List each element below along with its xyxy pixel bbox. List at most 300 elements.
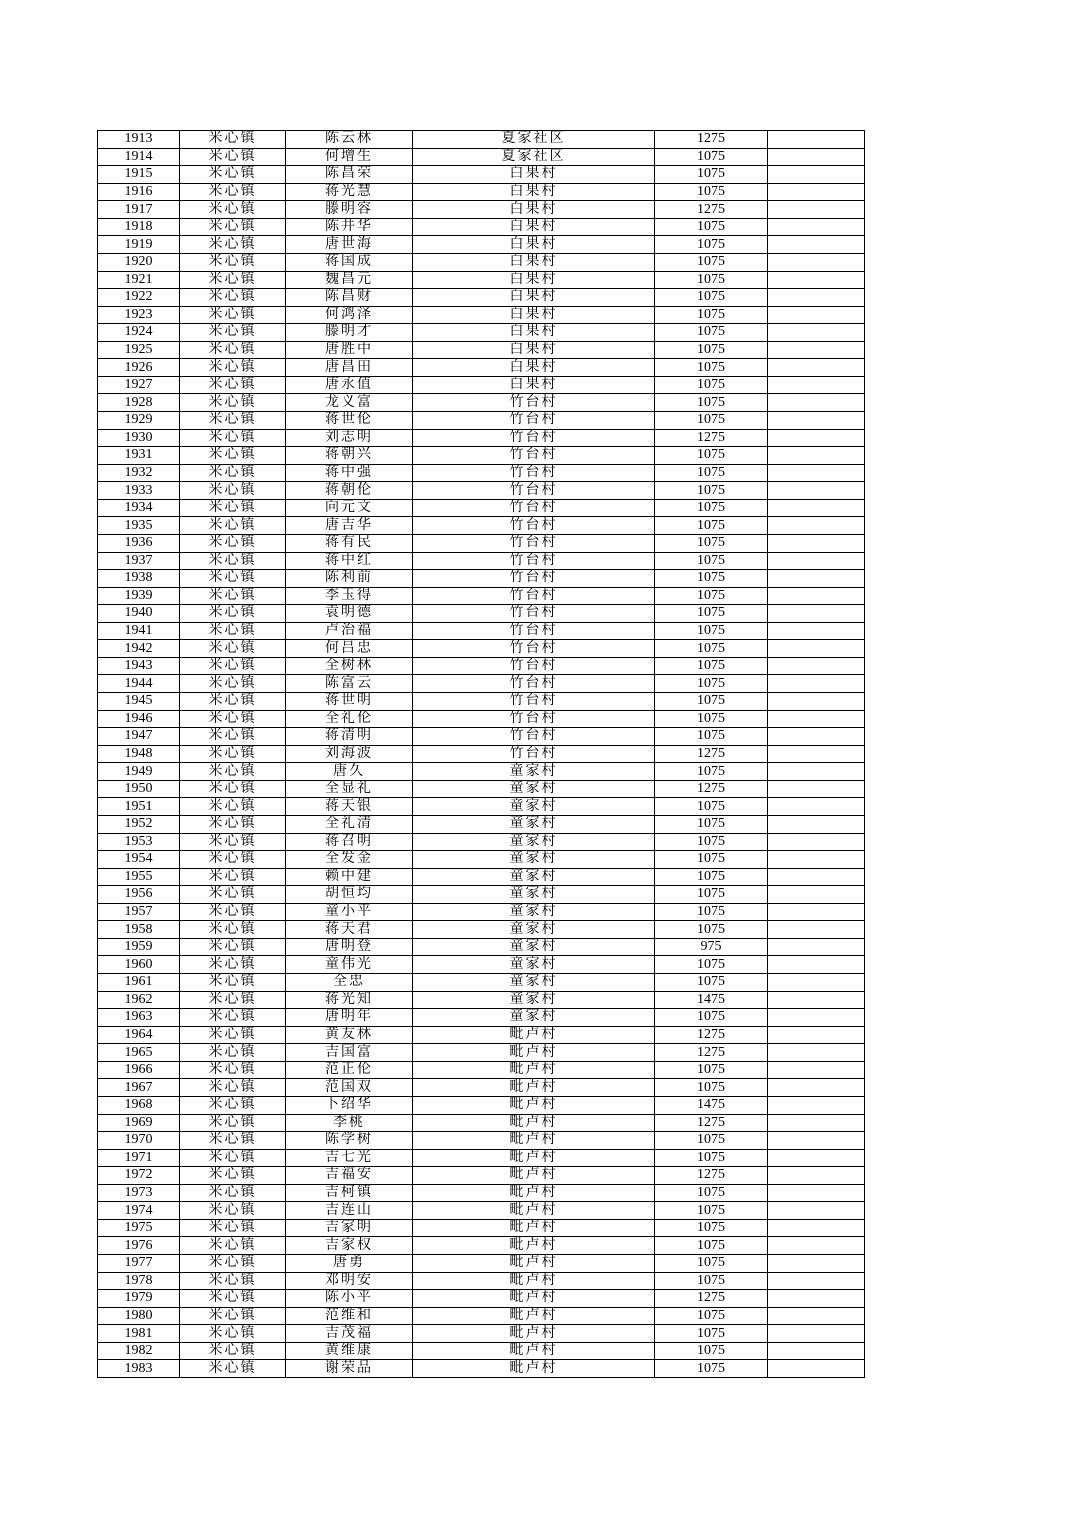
amount-cell: 1075 bbox=[655, 359, 768, 377]
town-cell: 米心镇 bbox=[180, 1009, 286, 1027]
remark-cell bbox=[768, 324, 865, 342]
town-cell: 米心镇 bbox=[180, 833, 286, 851]
table-row bbox=[98, 148, 865, 166]
table-row bbox=[98, 1132, 865, 1150]
town-cell: 米心镇 bbox=[180, 763, 286, 781]
table-row bbox=[98, 780, 865, 798]
village-cell: 竹台村 bbox=[413, 552, 655, 570]
name-cell: 陈云林 bbox=[286, 131, 413, 149]
name-cell: 何吕忠 bbox=[286, 640, 413, 658]
table-row bbox=[98, 306, 865, 324]
amount-cell: 1075 bbox=[655, 1342, 768, 1360]
amount-cell: 1075 bbox=[655, 657, 768, 675]
amount-cell: 1075 bbox=[655, 306, 768, 324]
row-number-cell: 1925 bbox=[98, 341, 180, 359]
row-number-cell: 1983 bbox=[98, 1360, 180, 1378]
row-number-cell: 1967 bbox=[98, 1079, 180, 1097]
village-cell: 白果村 bbox=[413, 218, 655, 236]
remark-cell bbox=[768, 675, 865, 693]
village-cell: 童家村 bbox=[413, 886, 655, 904]
row-number-cell: 1921 bbox=[98, 271, 180, 289]
village-cell: 白果村 bbox=[413, 271, 655, 289]
town-cell: 米心镇 bbox=[180, 1096, 286, 1114]
remark-cell bbox=[768, 780, 865, 798]
amount-cell: 975 bbox=[655, 938, 768, 956]
name-cell: 吉家明 bbox=[286, 1219, 413, 1237]
village-cell: 竹台村 bbox=[413, 675, 655, 693]
amount-cell: 1075 bbox=[655, 218, 768, 236]
village-cell: 竹台村 bbox=[413, 693, 655, 711]
town-cell: 米心镇 bbox=[180, 1307, 286, 1325]
table-row bbox=[98, 886, 865, 904]
amount-cell: 1075 bbox=[655, 166, 768, 184]
remark-cell bbox=[768, 991, 865, 1009]
village-cell: 竹台村 bbox=[413, 605, 655, 623]
name-cell: 全忠 bbox=[286, 974, 413, 992]
remark-cell bbox=[768, 183, 865, 201]
name-cell: 童伟光 bbox=[286, 956, 413, 974]
table-row bbox=[98, 534, 865, 552]
amount-cell: 1075 bbox=[655, 1079, 768, 1097]
remark-cell bbox=[768, 1132, 865, 1150]
village-cell: 毗卢村 bbox=[413, 1061, 655, 1079]
town-cell: 米心镇 bbox=[180, 868, 286, 886]
table-row bbox=[98, 657, 865, 675]
row-number-cell: 1964 bbox=[98, 1026, 180, 1044]
town-cell: 米心镇 bbox=[180, 622, 286, 640]
table-row bbox=[98, 1061, 865, 1079]
village-cell: 竹台村 bbox=[413, 657, 655, 675]
amount-cell: 1075 bbox=[655, 464, 768, 482]
village-cell: 竹台村 bbox=[413, 587, 655, 605]
row-number-cell: 1950 bbox=[98, 780, 180, 798]
name-cell: 范国双 bbox=[286, 1079, 413, 1097]
amount-cell: 1075 bbox=[655, 1255, 768, 1273]
row-number-cell: 1942 bbox=[98, 640, 180, 658]
row-number-cell: 1945 bbox=[98, 693, 180, 711]
amount-cell: 1475 bbox=[655, 1096, 768, 1114]
town-cell: 米心镇 bbox=[180, 657, 286, 675]
amount-cell: 1075 bbox=[655, 605, 768, 623]
name-cell: 范维和 bbox=[286, 1307, 413, 1325]
amount-cell: 1075 bbox=[655, 482, 768, 500]
row-number-cell: 1937 bbox=[98, 552, 180, 570]
remark-cell bbox=[768, 1044, 865, 1062]
amount-cell: 1075 bbox=[655, 570, 768, 588]
village-cell: 竹台村 bbox=[413, 447, 655, 465]
name-cell: 吉国富 bbox=[286, 1044, 413, 1062]
row-number-cell: 1928 bbox=[98, 394, 180, 412]
town-cell: 米心镇 bbox=[180, 394, 286, 412]
village-cell: 白果村 bbox=[413, 341, 655, 359]
amount-cell: 1075 bbox=[655, 974, 768, 992]
village-cell: 毗卢村 bbox=[413, 1044, 655, 1062]
table-row bbox=[98, 324, 865, 342]
remark-cell bbox=[768, 253, 865, 271]
village-cell: 毗卢村 bbox=[413, 1325, 655, 1343]
town-cell: 米心镇 bbox=[180, 1132, 286, 1150]
name-cell: 何增生 bbox=[286, 148, 413, 166]
row-number-cell: 1976 bbox=[98, 1237, 180, 1255]
row-number-cell: 1965 bbox=[98, 1044, 180, 1062]
town-cell: 米心镇 bbox=[180, 693, 286, 711]
remark-cell bbox=[768, 499, 865, 517]
row-number-cell: 1980 bbox=[98, 1307, 180, 1325]
town-cell: 米心镇 bbox=[180, 745, 286, 763]
remark-cell bbox=[768, 1342, 865, 1360]
town-cell: 米心镇 bbox=[180, 1290, 286, 1308]
table-row bbox=[98, 236, 865, 254]
amount-cell: 1075 bbox=[655, 640, 768, 658]
table-row bbox=[98, 1325, 865, 1343]
village-cell: 童家村 bbox=[413, 956, 655, 974]
remark-cell bbox=[768, 938, 865, 956]
village-cell: 白果村 bbox=[413, 306, 655, 324]
village-cell: 童家村 bbox=[413, 974, 655, 992]
name-cell: 滕明容 bbox=[286, 201, 413, 219]
amount-cell: 1075 bbox=[655, 271, 768, 289]
amount-cell: 1075 bbox=[655, 868, 768, 886]
name-cell: 唐昌田 bbox=[286, 359, 413, 377]
amount-cell: 1275 bbox=[655, 429, 768, 447]
town-cell: 米心镇 bbox=[180, 552, 286, 570]
village-cell: 童家村 bbox=[413, 763, 655, 781]
table-row bbox=[98, 1096, 865, 1114]
name-cell: 唐吉华 bbox=[286, 517, 413, 535]
amount-cell: 1275 bbox=[655, 1026, 768, 1044]
village-cell: 竹台村 bbox=[413, 412, 655, 430]
table-row bbox=[98, 1044, 865, 1062]
row-number-cell: 1957 bbox=[98, 903, 180, 921]
village-cell: 白果村 bbox=[413, 324, 655, 342]
amount-cell: 1075 bbox=[655, 693, 768, 711]
name-cell: 吉家权 bbox=[286, 1237, 413, 1255]
remark-cell bbox=[768, 798, 865, 816]
village-cell: 白果村 bbox=[413, 236, 655, 254]
amount-cell: 1075 bbox=[655, 183, 768, 201]
amount-cell: 1075 bbox=[655, 886, 768, 904]
table-row bbox=[98, 1202, 865, 1220]
remark-cell bbox=[768, 605, 865, 623]
name-cell: 蒋国成 bbox=[286, 253, 413, 271]
village-cell: 竹台村 bbox=[413, 570, 655, 588]
table-row bbox=[98, 956, 865, 974]
table-body bbox=[98, 131, 865, 1378]
amount-cell: 1275 bbox=[655, 1044, 768, 1062]
town-cell: 米心镇 bbox=[180, 183, 286, 201]
amount-cell: 1275 bbox=[655, 1167, 768, 1185]
name-cell: 唐勇 bbox=[286, 1255, 413, 1273]
name-cell: 陈昌财 bbox=[286, 289, 413, 307]
remark-cell bbox=[768, 394, 865, 412]
remark-cell bbox=[768, 517, 865, 535]
remark-cell bbox=[768, 1360, 865, 1378]
town-cell: 米心镇 bbox=[180, 1114, 286, 1132]
name-cell: 刘志明 bbox=[286, 429, 413, 447]
row-number-cell: 1936 bbox=[98, 534, 180, 552]
name-cell: 魏昌元 bbox=[286, 271, 413, 289]
table-row bbox=[98, 1290, 865, 1308]
name-cell: 陈小平 bbox=[286, 1290, 413, 1308]
name-cell: 蒋中强 bbox=[286, 464, 413, 482]
village-cell: 童家村 bbox=[413, 798, 655, 816]
village-cell: 毗卢村 bbox=[413, 1307, 655, 1325]
table-row bbox=[98, 271, 865, 289]
town-cell: 米心镇 bbox=[180, 534, 286, 552]
amount-cell: 1075 bbox=[655, 534, 768, 552]
remark-cell bbox=[768, 851, 865, 869]
remark-cell bbox=[768, 693, 865, 711]
name-cell: 陈井华 bbox=[286, 218, 413, 236]
amount-cell: 1075 bbox=[655, 1184, 768, 1202]
amount-cell: 1075 bbox=[655, 833, 768, 851]
remark-cell bbox=[768, 868, 865, 886]
name-cell: 陈富云 bbox=[286, 675, 413, 693]
name-cell: 蒋朝兴 bbox=[286, 447, 413, 465]
amount-cell: 1075 bbox=[655, 253, 768, 271]
row-number-cell: 1935 bbox=[98, 517, 180, 535]
table-row bbox=[98, 131, 865, 149]
town-cell: 米心镇 bbox=[180, 1255, 286, 1273]
town-cell: 米心镇 bbox=[180, 938, 286, 956]
row-number-cell: 1933 bbox=[98, 482, 180, 500]
row-number-cell: 1954 bbox=[98, 851, 180, 869]
row-number-cell: 1929 bbox=[98, 412, 180, 430]
amount-cell: 1075 bbox=[655, 815, 768, 833]
table-row bbox=[98, 1307, 865, 1325]
row-number-cell: 1953 bbox=[98, 833, 180, 851]
town-cell: 米心镇 bbox=[180, 728, 286, 746]
village-cell: 童家村 bbox=[413, 991, 655, 1009]
row-number-cell: 1939 bbox=[98, 587, 180, 605]
amount-cell: 1075 bbox=[655, 763, 768, 781]
village-cell: 白果村 bbox=[413, 253, 655, 271]
village-cell: 童家村 bbox=[413, 833, 655, 851]
name-cell: 向元文 bbox=[286, 499, 413, 517]
row-number-cell: 1956 bbox=[98, 886, 180, 904]
remark-cell bbox=[768, 166, 865, 184]
name-cell: 蒋中红 bbox=[286, 552, 413, 570]
name-cell: 蒋召明 bbox=[286, 833, 413, 851]
row-number-cell: 1951 bbox=[98, 798, 180, 816]
table-row bbox=[98, 640, 865, 658]
name-cell: 吉连山 bbox=[286, 1202, 413, 1220]
remark-cell bbox=[768, 1079, 865, 1097]
row-number-cell: 1959 bbox=[98, 938, 180, 956]
town-cell: 米心镇 bbox=[180, 236, 286, 254]
village-cell: 竹台村 bbox=[413, 517, 655, 535]
table-row bbox=[98, 1114, 865, 1132]
town-cell: 米心镇 bbox=[180, 447, 286, 465]
remark-cell bbox=[768, 921, 865, 939]
name-cell: 卜绍华 bbox=[286, 1096, 413, 1114]
row-number-cell: 1971 bbox=[98, 1149, 180, 1167]
remark-cell bbox=[768, 640, 865, 658]
remark-cell bbox=[768, 1255, 865, 1273]
town-cell: 米心镇 bbox=[180, 166, 286, 184]
remark-cell bbox=[768, 763, 865, 781]
table-row bbox=[98, 1219, 865, 1237]
town-cell: 米心镇 bbox=[180, 517, 286, 535]
town-cell: 米心镇 bbox=[180, 201, 286, 219]
row-number-cell: 1958 bbox=[98, 921, 180, 939]
row-number-cell: 1969 bbox=[98, 1114, 180, 1132]
village-cell: 毗卢村 bbox=[413, 1360, 655, 1378]
name-cell: 童小平 bbox=[286, 903, 413, 921]
amount-cell: 1075 bbox=[655, 1009, 768, 1027]
village-cell: 竹台村 bbox=[413, 728, 655, 746]
village-cell: 毗卢村 bbox=[413, 1167, 655, 1185]
remark-cell bbox=[768, 412, 865, 430]
table-row bbox=[98, 166, 865, 184]
table-row bbox=[98, 833, 865, 851]
remark-cell bbox=[768, 1026, 865, 1044]
town-cell: 米心镇 bbox=[180, 1026, 286, 1044]
table-row bbox=[98, 359, 865, 377]
town-cell: 米心镇 bbox=[180, 1061, 286, 1079]
village-cell: 白果村 bbox=[413, 166, 655, 184]
village-cell: 毗卢村 bbox=[413, 1149, 655, 1167]
table-row bbox=[98, 482, 865, 500]
name-cell: 陈昌荣 bbox=[286, 166, 413, 184]
town-cell: 米心镇 bbox=[180, 306, 286, 324]
row-number-cell: 1923 bbox=[98, 306, 180, 324]
village-cell: 童家村 bbox=[413, 868, 655, 886]
remark-cell bbox=[768, 710, 865, 728]
village-cell: 毗卢村 bbox=[413, 1184, 655, 1202]
remark-cell bbox=[768, 447, 865, 465]
town-cell: 米心镇 bbox=[180, 780, 286, 798]
remark-cell bbox=[768, 552, 865, 570]
amount-cell: 1075 bbox=[655, 412, 768, 430]
amount-cell: 1275 bbox=[655, 745, 768, 763]
amount-cell: 1075 bbox=[655, 728, 768, 746]
village-cell: 童家村 bbox=[413, 815, 655, 833]
name-cell: 胡恒均 bbox=[286, 886, 413, 904]
row-number-cell: 1960 bbox=[98, 956, 180, 974]
village-cell: 白果村 bbox=[413, 376, 655, 394]
row-number-cell: 1938 bbox=[98, 570, 180, 588]
town-cell: 米心镇 bbox=[180, 499, 286, 517]
name-cell: 陈学树 bbox=[286, 1132, 413, 1150]
amount-cell: 1075 bbox=[655, 1202, 768, 1220]
row-number-cell: 1978 bbox=[98, 1272, 180, 1290]
row-number-cell: 1966 bbox=[98, 1061, 180, 1079]
table-row bbox=[98, 763, 865, 781]
village-cell: 毗卢村 bbox=[413, 1132, 655, 1150]
village-cell: 童家村 bbox=[413, 921, 655, 939]
town-cell: 米心镇 bbox=[180, 324, 286, 342]
table-row bbox=[98, 464, 865, 482]
remark-cell bbox=[768, 903, 865, 921]
village-cell: 毗卢村 bbox=[413, 1219, 655, 1237]
table-row bbox=[98, 745, 865, 763]
village-cell: 竹台村 bbox=[413, 534, 655, 552]
data-table bbox=[97, 130, 865, 1378]
town-cell: 米心镇 bbox=[180, 815, 286, 833]
remark-cell bbox=[768, 745, 865, 763]
remark-cell bbox=[768, 306, 865, 324]
row-number-cell: 1961 bbox=[98, 974, 180, 992]
remark-cell bbox=[768, 833, 865, 851]
town-cell: 米心镇 bbox=[180, 640, 286, 658]
table-row bbox=[98, 201, 865, 219]
remark-cell bbox=[768, 587, 865, 605]
row-number-cell: 1962 bbox=[98, 991, 180, 1009]
village-cell: 童家村 bbox=[413, 780, 655, 798]
amount-cell: 1075 bbox=[655, 1325, 768, 1343]
name-cell: 蒋天银 bbox=[286, 798, 413, 816]
row-number-cell: 1955 bbox=[98, 868, 180, 886]
remark-cell bbox=[768, 464, 865, 482]
amount-cell: 1075 bbox=[655, 798, 768, 816]
name-cell: 唐明登 bbox=[286, 938, 413, 956]
table-row bbox=[98, 1360, 865, 1378]
table-row bbox=[98, 183, 865, 201]
amount-cell: 1075 bbox=[655, 324, 768, 342]
village-cell: 童家村 bbox=[413, 1009, 655, 1027]
village-cell: 夏家社区 bbox=[413, 131, 655, 149]
row-number-cell: 1946 bbox=[98, 710, 180, 728]
name-cell: 赖中建 bbox=[286, 868, 413, 886]
remark-cell bbox=[768, 236, 865, 254]
table-row bbox=[98, 1079, 865, 1097]
town-cell: 米心镇 bbox=[180, 886, 286, 904]
row-number-cell: 1919 bbox=[98, 236, 180, 254]
remark-cell bbox=[768, 728, 865, 746]
name-cell: 陈利前 bbox=[286, 570, 413, 588]
village-cell: 竹台村 bbox=[413, 464, 655, 482]
town-cell: 米心镇 bbox=[180, 903, 286, 921]
remark-cell bbox=[768, 974, 865, 992]
village-cell: 毗卢村 bbox=[413, 1114, 655, 1132]
name-cell: 谢荣品 bbox=[286, 1360, 413, 1378]
table-row bbox=[98, 412, 865, 430]
row-number-cell: 1977 bbox=[98, 1255, 180, 1273]
row-number-cell: 1914 bbox=[98, 148, 180, 166]
table-row bbox=[98, 938, 865, 956]
amount-cell: 1075 bbox=[655, 851, 768, 869]
town-cell: 米心镇 bbox=[180, 131, 286, 149]
name-cell: 龙义富 bbox=[286, 394, 413, 412]
town-cell: 米心镇 bbox=[180, 1219, 286, 1237]
town-cell: 米心镇 bbox=[180, 570, 286, 588]
village-cell: 白果村 bbox=[413, 359, 655, 377]
name-cell: 滕明才 bbox=[286, 324, 413, 342]
amount-cell: 1075 bbox=[655, 622, 768, 640]
town-cell: 米心镇 bbox=[180, 956, 286, 974]
amount-cell: 1075 bbox=[655, 903, 768, 921]
name-cell: 唐明年 bbox=[286, 1009, 413, 1027]
remark-cell bbox=[768, 289, 865, 307]
town-cell: 米心镇 bbox=[180, 1360, 286, 1378]
remark-cell bbox=[768, 1061, 865, 1079]
row-number-cell: 1915 bbox=[98, 166, 180, 184]
remark-cell bbox=[768, 1009, 865, 1027]
name-cell: 李玉得 bbox=[286, 587, 413, 605]
name-cell: 唐胜中 bbox=[286, 341, 413, 359]
name-cell: 唐永值 bbox=[286, 376, 413, 394]
name-cell: 刘海波 bbox=[286, 745, 413, 763]
table-row bbox=[98, 1342, 865, 1360]
table-row bbox=[98, 1026, 865, 1044]
row-number-cell: 1944 bbox=[98, 675, 180, 693]
village-cell: 竹台村 bbox=[413, 640, 655, 658]
remark-cell bbox=[768, 376, 865, 394]
amount-cell: 1075 bbox=[655, 236, 768, 254]
village-cell: 毗卢村 bbox=[413, 1202, 655, 1220]
remark-cell bbox=[768, 429, 865, 447]
